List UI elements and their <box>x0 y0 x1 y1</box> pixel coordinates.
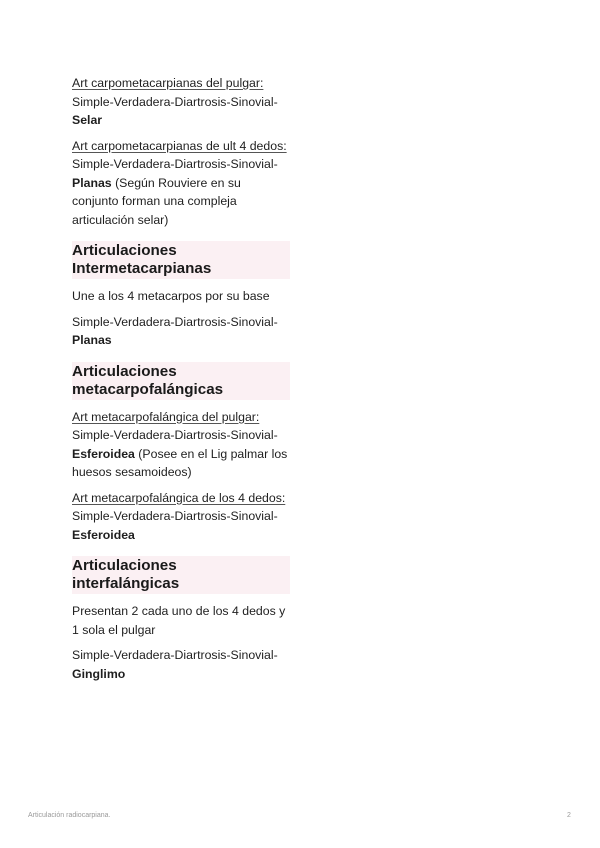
heading-intermetacarpianas: Articulaciones Intermetacarpianas <box>72 241 290 279</box>
paragraph <box>72 408 290 482</box>
footer-title: Articulación radiocarpiana. <box>28 812 111 819</box>
document-content <box>72 74 290 690</box>
paragraph-tail: (Posee en el Lig palmar los huesos sesamoideos) <box>72 446 288 479</box>
paragraph <box>72 602 290 639</box>
paragraph-lead: Art carpometacarpianas de ult 4 dedos: <box>72 138 287 153</box>
paragraph-bold: Ginglimo <box>72 666 126 681</box>
paragraph-lead: Art carpometacarpianas del pulgar: <box>72 76 264 90</box>
paragraph-text: Simple-Verdadera-Diartrosis-Sinovial- <box>72 94 278 109</box>
paragraph-text: Simple-Verdadera-Diartrosis-Sinovial- <box>72 428 278 442</box>
paragraph-text: Simple-Verdadera-Diartrosis-Sinovial- <box>72 509 278 523</box>
paragraph-bold: Esferoidea <box>72 446 135 461</box>
paragraph-bold: Planas <box>72 175 112 190</box>
page-number: 2 <box>567 812 571 819</box>
paragraph-carpometacarpal-fingers <box>72 137 290 230</box>
paragraph-text: Presentan 2 cada uno de los 4 dedos y 1 sola el pulgar <box>72 604 286 637</box>
paragraph-text: Simple-Verdadera-Diartrosis-Sinovial- <box>72 314 278 329</box>
paragraph-text: Simple-Verdadera-Diartrosis-Sinovial- <box>72 648 278 662</box>
paragraph-bold: Esferoidea <box>72 527 135 542</box>
paragraph <box>72 489 290 545</box>
paragraph-text: Une a los 4 metacarpos por su base <box>72 289 270 303</box>
paragraph-lead: Art metacarpofalángica del pulgar: <box>72 409 260 424</box>
paragraph-carpometacarpal-thumb <box>72 74 290 130</box>
paragraph-bold: Selar <box>72 113 103 127</box>
paragraph <box>72 646 290 683</box>
paragraph-tail: (Según Rouviere en su conjunto forman una compleja articulación selar) <box>72 175 241 227</box>
paragraph <box>72 287 290 306</box>
paragraph-lead: Art metacarpofalángica de los 4 dedos: <box>72 490 286 505</box>
heading-interfalangicas: Articulaciones interfalángicas <box>72 556 290 594</box>
heading-metacarpofalangicas: Articulaciones metacarpofalángicas <box>72 362 290 400</box>
paragraph-bold: Planas <box>72 333 112 347</box>
paragraph-text: Simple-Verdadera-Diartrosis-Sinovial- <box>72 157 278 171</box>
paragraph <box>72 313 290 350</box>
